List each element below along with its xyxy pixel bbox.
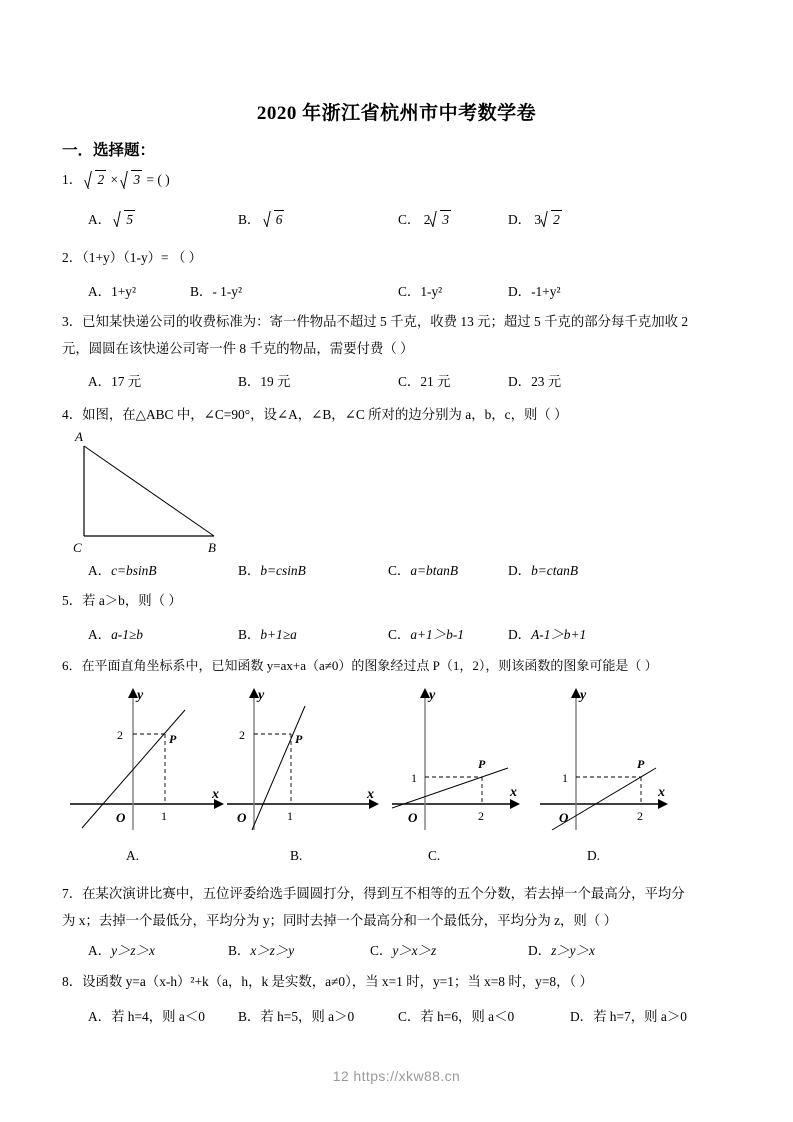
question-2-option-c[interactable] xyxy=(398,281,442,300)
segment-ab xyxy=(84,446,214,536)
graph-d-y-tick: 1 xyxy=(562,771,568,785)
question-7-option-a[interactable] xyxy=(88,940,155,959)
graph-c-x-label: x xyxy=(510,785,517,800)
question-5-option-a-text: a-1≥b xyxy=(111,627,143,642)
question-3-option-b-text: 19 元 xyxy=(260,374,291,389)
question-4-option-a-label: A． xyxy=(88,563,112,578)
graph-a-x-label: x xyxy=(212,787,219,802)
graph-d-x-tick: 2 xyxy=(637,809,643,823)
question-6-number: 6． xyxy=(62,658,82,673)
question-3-option-c-label: C． xyxy=(398,374,421,389)
question-4-option-d-text: b=ctanB xyxy=(531,563,579,578)
question-3-option-c[interactable] xyxy=(398,371,450,390)
question-1-option-d-label: D． xyxy=(508,212,532,227)
question-8-number: 8． xyxy=(62,974,83,989)
vertex-label-c: C xyxy=(73,540,82,555)
question-2-option-a-text: 1+y² xyxy=(111,284,137,299)
graph-label-c: C. xyxy=(428,848,441,863)
graph-d-point-label: P xyxy=(637,757,645,771)
graph-d-x-arrow xyxy=(658,799,668,809)
vertex-label-a: A xyxy=(75,429,83,444)
graph-label-b: B. xyxy=(290,848,303,863)
question-6-text: 在平面直角坐标系中，已知函数 y=ax+a（a≠0）的图象经过点 P（1，2），则该函数的图象可能是（ ） xyxy=(81,658,658,673)
graph-c-origin-label: O xyxy=(408,810,418,825)
question-8-option-a[interactable] xyxy=(88,1006,205,1025)
question-8-option-b[interactable] xyxy=(238,1006,354,1025)
coefficient-3: 3 xyxy=(534,212,542,227)
question-3-number: 3． xyxy=(62,314,83,329)
question-4-option-b-text: b=csinB xyxy=(260,563,306,578)
question-1-option-c-label: C． xyxy=(398,212,421,227)
graph-option-c[interactable] xyxy=(392,688,562,838)
question-7-option-d[interactable] xyxy=(528,940,595,959)
page-title: 2020 年浙江省杭州市中考数学卷 xyxy=(256,103,537,124)
question-1-stem-suffix: = ( ) xyxy=(146,172,170,187)
question-3-option-a[interactable] xyxy=(88,371,141,390)
sqrt-3-radical-opt-c: 3 xyxy=(431,210,451,228)
question-3-text-1: 已知某快递公司的收费标准为：寄一件物品不超过 5 千克，收费 13 元；超过 5 千克的部分每千克加收 2 xyxy=(82,314,689,329)
question-8-option-d-text: 若 h=7，则 a＞0 xyxy=(593,1009,687,1024)
sqrt-2-radical: 2 xyxy=(86,170,106,189)
graph-c-x-arrow xyxy=(510,799,520,809)
question-7-option-c-text: y＞x＞z xyxy=(392,943,437,958)
question-6-graph-row xyxy=(62,688,742,838)
graph-b-line xyxy=(252,706,305,830)
question-8-text: 设函数 y=a（x-h）²+k（a，h，k 是实数，a≠0），当 x=1 时，y=1；当 x=8 时，y=8，（ ） xyxy=(82,974,593,989)
question-8-option-c-text: 若 h=6，则 a＜0 xyxy=(420,1009,515,1024)
question-5-number: 5． xyxy=(62,593,83,608)
question-7-option-a-text: y＞z＞x xyxy=(111,943,155,958)
graph-d-y-label: y xyxy=(580,688,587,703)
question-4-option-c[interactable] xyxy=(388,560,458,579)
question-4-option-a-text: c=bsinB xyxy=(111,563,157,578)
graph-a-point-label: P xyxy=(169,732,177,746)
question-5-option-d[interactable] xyxy=(508,624,586,643)
graph-a-origin-label: O xyxy=(116,810,126,825)
question-3-line-1 xyxy=(62,312,752,333)
question-2-number: 2． xyxy=(62,250,83,265)
question-8-option-b-label: B． xyxy=(238,1009,261,1024)
graph-c-y-tick: 1 xyxy=(411,771,417,785)
question-7-text-1: 在某次演讲比赛中，五位评委给选手圆圆打分，得到互不相等的五个分数，若去掉一个最高分，平均分 xyxy=(82,886,685,901)
question-7-option-c[interactable] xyxy=(370,940,436,959)
question-8-option-b-text: 若 h=5，则 a＞0 xyxy=(260,1009,355,1024)
sqrt-2-radical-opt-d: 2 xyxy=(542,210,562,228)
question-5-option-a-label: A． xyxy=(88,627,112,642)
question-4-text: 如图，在△ABC 中，∠C=90°，设∠A，∠B，∠C 所对的边分别为 a，b，c，则（ ） xyxy=(82,407,568,422)
triangle-svg xyxy=(62,428,262,556)
question-4-stem xyxy=(62,405,762,426)
question-5-option-d-text: A-1＞b+1 xyxy=(531,627,587,642)
question-5-option-c[interactable] xyxy=(388,624,464,643)
right-triangle-figure xyxy=(62,428,262,556)
question-4-number: 4． xyxy=(62,407,83,422)
question-7-line-2 xyxy=(62,911,762,932)
coefficient-2: 2 xyxy=(423,212,431,227)
graph-a-x-tick: 1 xyxy=(161,809,167,823)
question-2-option-c-text: 1-y² xyxy=(420,284,443,299)
question-8-option-c[interactable] xyxy=(398,1006,514,1025)
graph-b-origin-label: O xyxy=(237,810,247,825)
question-6-graph-labels xyxy=(62,848,742,868)
question-3-option-b[interactable] xyxy=(238,371,290,390)
question-2-option-b-text: - 1-y² xyxy=(212,284,242,299)
question-5-option-c-label: C． xyxy=(388,627,411,642)
question-2-option-d-label: D． xyxy=(508,284,532,299)
sqrt-5-radical: 5 xyxy=(115,210,135,228)
question-1-stem xyxy=(62,170,170,189)
question-1-number: 1． xyxy=(62,172,83,187)
question-4-option-c-text: a=btanB xyxy=(410,563,459,578)
vertex-label-b: B xyxy=(208,540,216,555)
question-7-line-1 xyxy=(62,884,762,905)
question-4-option-d[interactable] xyxy=(508,560,578,579)
graph-option-d[interactable] xyxy=(540,688,720,838)
graph-c-line xyxy=(392,768,508,808)
question-2-text: （1+y）（1-y）= （ ） xyxy=(82,250,203,265)
question-7-option-b[interactable] xyxy=(228,940,294,959)
question-7-number: 7． xyxy=(62,886,83,901)
graph-b-x-tick: 1 xyxy=(287,809,293,823)
section-header-choice-questions: 一．选择题： xyxy=(62,142,156,159)
question-5-option-d-label: D． xyxy=(508,627,532,642)
question-1-option-c[interactable] xyxy=(398,209,452,228)
question-6-stem xyxy=(62,656,762,676)
question-1-option-b-label: B． xyxy=(238,212,261,227)
graph-label-a: A. xyxy=(126,848,140,863)
times-sign: × xyxy=(110,172,119,187)
question-5-stem xyxy=(62,592,182,610)
question-4-option-b-label: B． xyxy=(238,563,261,578)
question-8-option-d-label: D． xyxy=(570,1009,594,1024)
graph-b-x-label: x xyxy=(367,787,374,802)
question-3-option-d-text: 23 元 xyxy=(531,374,562,389)
question-7-text-2: 为 x；去掉一个最低分，平均分为 y；同时去掉一个最高分和一个最低分，平均分为 z，则（ ） xyxy=(62,913,617,928)
graph-c-point-label: P xyxy=(478,757,486,771)
sqrt-6-radical: 6 xyxy=(265,210,285,228)
graph-a-y-label: y xyxy=(137,688,144,703)
graph-b-point-label: P xyxy=(295,732,303,746)
question-5-option-b[interactable] xyxy=(238,624,297,643)
sqrt-3-radical: 3 xyxy=(122,170,142,189)
question-5-option-c-text: a+1＞b-1 xyxy=(410,627,464,642)
question-4-option-b[interactable] xyxy=(238,560,306,579)
question-3-option-a-label: A． xyxy=(88,374,112,389)
question-8-stem xyxy=(62,972,762,993)
question-2-option-d-text: -1+y² xyxy=(531,284,561,299)
question-4-option-d-label: D． xyxy=(508,563,532,578)
question-5-option-b-label: B． xyxy=(238,627,261,642)
question-8-option-d[interactable] xyxy=(570,1006,687,1025)
question-5-text: 若 a＞b，则（ ） xyxy=(82,593,182,608)
graph-c-y-label: y xyxy=(429,688,436,703)
question-2-option-c-label: C． xyxy=(398,284,421,299)
question-4-option-c-label: C． xyxy=(388,563,411,578)
question-7-option-a-label: A． xyxy=(88,943,112,958)
question-2-stem xyxy=(62,249,202,267)
question-3-line-2 xyxy=(62,339,752,360)
question-7-option-b-text: x＞z＞y xyxy=(250,943,295,958)
question-7-option-b-label: B． xyxy=(228,943,251,958)
graph-d-x-label: x xyxy=(658,785,665,800)
question-2-option-a[interactable] xyxy=(88,281,136,300)
question-2-option-b-label: B． xyxy=(190,284,213,299)
question-5-option-b-text: b+1≥a xyxy=(260,627,297,642)
question-4-option-a[interactable] xyxy=(88,560,157,579)
graph-b-y-label: y xyxy=(258,688,265,703)
question-2-option-d[interactable] xyxy=(508,281,560,300)
question-7-option-c-label: C． xyxy=(370,943,393,958)
question-1-option-b[interactable] xyxy=(238,209,285,228)
question-3-option-d-label: D． xyxy=(508,374,532,389)
graph-d-origin-label: O xyxy=(559,810,569,825)
question-3-text-2: 元，圆圆在该快递公司寄一件 8 千克的物品，需要付费（ ） xyxy=(62,341,414,356)
question-1-option-d[interactable] xyxy=(508,209,563,228)
question-3-option-b-label: B． xyxy=(238,374,261,389)
question-2-option-a-label: A． xyxy=(88,284,112,299)
graph-a-y-tick: 2 xyxy=(117,728,123,742)
question-8-option-a-label: A． xyxy=(88,1009,112,1024)
question-8-option-c-label: C． xyxy=(398,1009,421,1024)
graph-b-y-tick: 2 xyxy=(239,728,245,742)
graph-label-d: D. xyxy=(587,848,601,863)
question-3-option-d[interactable] xyxy=(508,371,561,390)
footer-watermark: 12 https://xkw88.cn xyxy=(332,1068,461,1084)
question-8-option-a-text: 若 h=4，则 a＜0 xyxy=(111,1009,205,1024)
question-3-option-c-text: 21 元 xyxy=(420,374,451,389)
graph-option-a[interactable] xyxy=(62,688,232,838)
graph-option-b[interactable] xyxy=(227,688,397,838)
question-3-option-a-text: 17 元 xyxy=(111,374,142,389)
question-5-option-a[interactable] xyxy=(88,624,143,643)
question-1-option-a-label: A． xyxy=(88,212,112,227)
graph-c-x-tick: 2 xyxy=(478,809,484,823)
question-7-option-d-text: z＞y＞x xyxy=(551,943,595,958)
question-2-option-b[interactable] xyxy=(190,281,242,300)
question-7-option-d-label: D． xyxy=(528,943,552,958)
question-1-option-a[interactable] xyxy=(88,209,136,228)
